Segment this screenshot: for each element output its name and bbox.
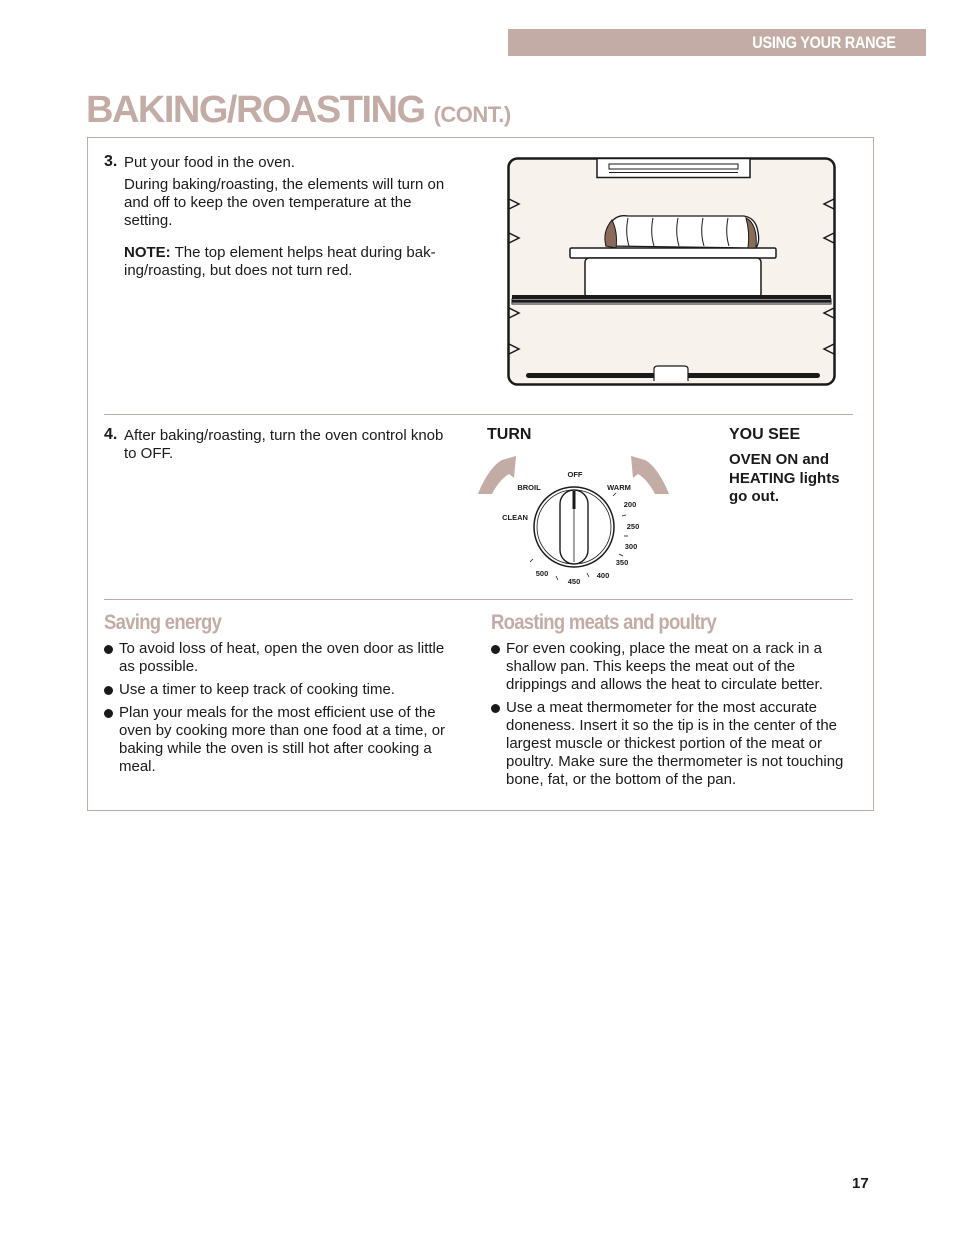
dial-label-350: 350 [615, 558, 629, 567]
bullet-icon [491, 704, 500, 713]
page-number: 17 [852, 1175, 869, 1192]
roasting-heading: Roasting meats and poultry [491, 611, 717, 634]
note-text-line2: ing/roasting, but does not turn red. [124, 262, 353, 279]
step-4-line: to OFF. [124, 445, 174, 462]
step-3-heading: Put your food in the oven. [124, 154, 295, 171]
saving-energy-heading: Saving energy [104, 611, 222, 634]
turn-arrow-right-icon [631, 456, 669, 494]
step-3-line: During baking/roasting, the elements will turn on [124, 176, 445, 193]
page-title-cont: (CONT.) [433, 102, 511, 127]
list-item: Use a meat thermometer for the most accurate doneness. Insert it so the tip is in the center of the largest muscle or thickest portion of the meat or poultry. Make sure the thermometer is not touching bone, fat, or the bottom of the pan. [491, 699, 871, 789]
dial-label-250: 250 [626, 522, 640, 531]
dial-label-200: 200 [623, 500, 637, 509]
list-item: Use a timer to keep track of cooking time. [104, 681, 476, 699]
page-title [86, 86, 511, 139]
page-title-main: BAKING/ROASTING [86, 89, 425, 131]
step-3-line: setting. [124, 212, 173, 229]
you-see-result [729, 451, 840, 507]
dial-label-400: 400 [596, 571, 610, 580]
oven-control-knob-illustration [476, 450, 676, 592]
dial-label-clean: CLEAN [502, 513, 528, 522]
list-item: For even cooking, place the meat on a rack in a shallow pan. This keeps the meat out of the drippings and allows the heat to circulate better. [491, 640, 871, 694]
dial-label-off: OFF [567, 470, 583, 479]
roasting-list [491, 640, 871, 794]
section-divider [104, 599, 853, 600]
knob-pointer [573, 491, 576, 509]
dial-label-500: 500 [535, 569, 549, 578]
bullet-icon [104, 645, 113, 654]
step-3-paragraph [124, 176, 444, 230]
you-see-label: YOU SEE [729, 426, 801, 443]
you-see-line: go out. [729, 488, 779, 505]
list-item: Plan your meals for the most efficient use of the oven by cooking more than one food at a time, or baking while the oven is still hot after cooking a meal. [104, 704, 476, 776]
oven-interior-illustration [506, 156, 840, 388]
step-3-number: 3. [104, 153, 118, 170]
oven-rack-upper [512, 295, 831, 299]
step-4-instruction [124, 427, 443, 463]
dial-label-broil: BROIL [517, 483, 541, 492]
step-4-number: 4. [104, 426, 118, 443]
section-divider [104, 414, 853, 415]
section-header-label: USING YOUR RANGE [752, 33, 896, 52]
step-3-note [124, 244, 436, 280]
roast-meat [605, 216, 759, 248]
dial-label-450: 450 [567, 577, 581, 586]
roasting-pan [570, 248, 776, 298]
note-label: NOTE: [124, 244, 171, 261]
bullet-icon [104, 709, 113, 718]
oven-top-element [609, 164, 738, 169]
you-see-line: HEATING lights [729, 469, 840, 487]
turn-arrow-left-icon [478, 456, 516, 494]
dial-label-warm: WARM [607, 483, 631, 492]
bake-element-terminal [654, 366, 688, 381]
bullet-icon [104, 686, 113, 695]
you-see-line: OVEN ON and [729, 451, 830, 468]
dial-label-300: 300 [624, 542, 638, 551]
section-header-bar [508, 29, 926, 56]
turn-label: TURN [487, 426, 532, 443]
saving-energy-list [104, 640, 476, 781]
roasting-pan-body [585, 258, 761, 298]
note-text-line1: The top element helps heat during bak- [170, 244, 436, 261]
list-item: To avoid loss of heat, open the oven door as little as possible. [104, 640, 476, 676]
bullet-icon [491, 645, 500, 654]
roasting-pan-rim [570, 248, 776, 258]
step-3-line: and off to keep the oven temperature at the [124, 194, 412, 211]
step-4-line: After baking/roasting, turn the oven control knob [124, 427, 444, 444]
